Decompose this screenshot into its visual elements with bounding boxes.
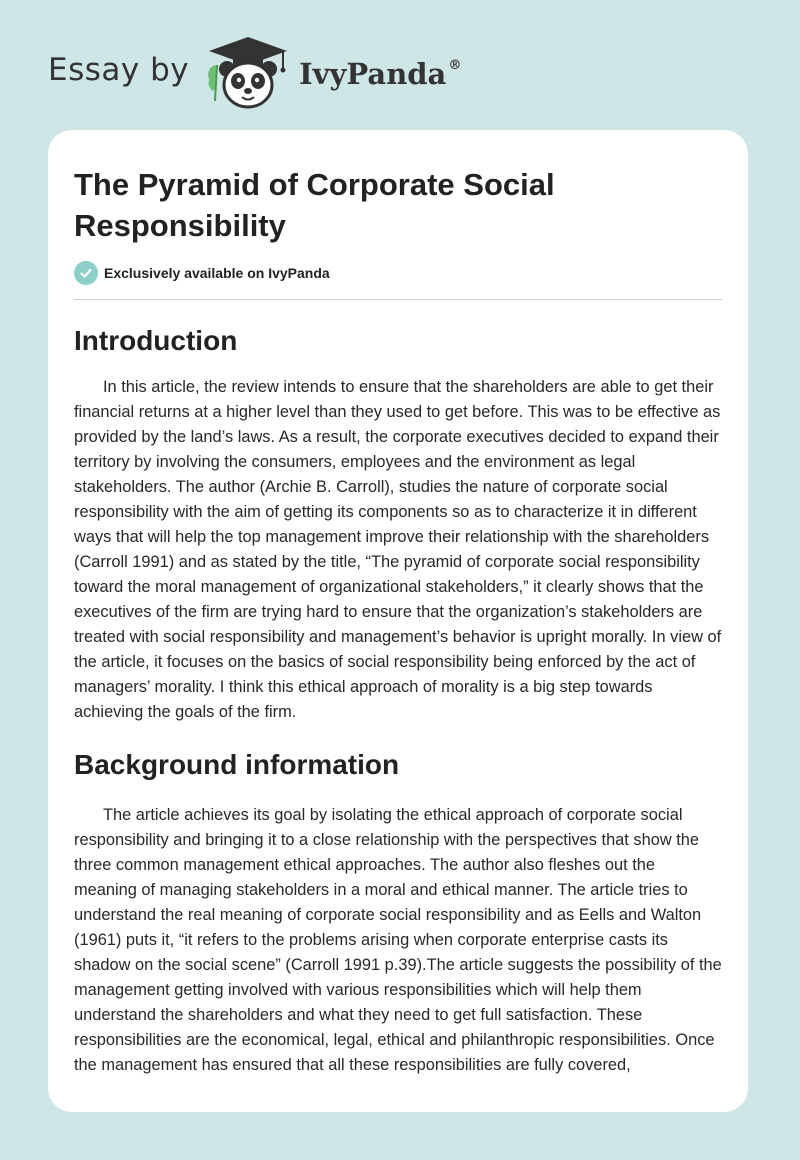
brand-prefix: Essay by: [48, 52, 190, 88]
check-circle-icon: [74, 261, 98, 285]
divider: [74, 299, 722, 300]
brand-name: IvyPanda ®: [299, 57, 462, 91]
section-paragraph-introduction: In this article, the review intends to ensure that the shareholders are able to get their financial returns at a higher level than they used to get before. This was to be effective as provided by the land’s laws. As a result, the corporate executives decided to expand their territory by involving the consumers, employees and the environment as legal stakeholders. The author (Archie B. Carroll), studies the nature of corporate social responsibility with the aim of getting its components so as to characterize it in different ways that will help the top management improve their relationship with the shareholders (Carroll 1991) and as stated by the title, “The pyramid of corporate social responsibility toward the moral management of organizational stakeholders,” it clearly shows that the executives of the firm are trying hard to ensure that the organization’s stakeholders are treated with social responsibility and management’s behavior is upright morally. In view of the article, it focuses on the basics of social responsibility being enforced by the act of managers’ morality. I think this ethical approach of morality is a big step towards achieving the goals of the firm.: [74, 378, 722, 721]
article-card: [48, 130, 748, 1112]
section-paragraph-background: The article achieves its goal by isolating the ethical approach of corporate social responsibility and bringing it to a close relationship with the perspectives that show the three common management ethical approaches. The author also fleshes out the meaning of managing stakeholders in a moral and ethical manner. The article tries to understand the real meaning of corporate social responsibility and as Eells and Walton (1961) puts it, “it refers to the problems arising when corporate enterprise casts its shadow on the social scene” (Carroll 1991 p.39).The article suggests the possibility of the management getting involved with various responsibilities which will help them understand the shareholders and what they need to get full satisfaction. These responsibilities are the economical, legal, ethical and philanthropic responsibilities. Once the management has ensured that all these responsibilities are fully covered,: [74, 806, 722, 1074]
section-heading-introduction: Introduction: [74, 325, 238, 356]
panda-logo-icon: [203, 35, 293, 113]
page-title: The Pyramid of Corporate Social Responsibility: [74, 167, 555, 243]
section-heading-background: Background information: [74, 749, 400, 780]
exclusive-label: Exclusively available on IvyPanda: [104, 265, 330, 281]
brand-header[interactable]: [48, 34, 461, 114]
exclusive-badge: [74, 261, 722, 285]
